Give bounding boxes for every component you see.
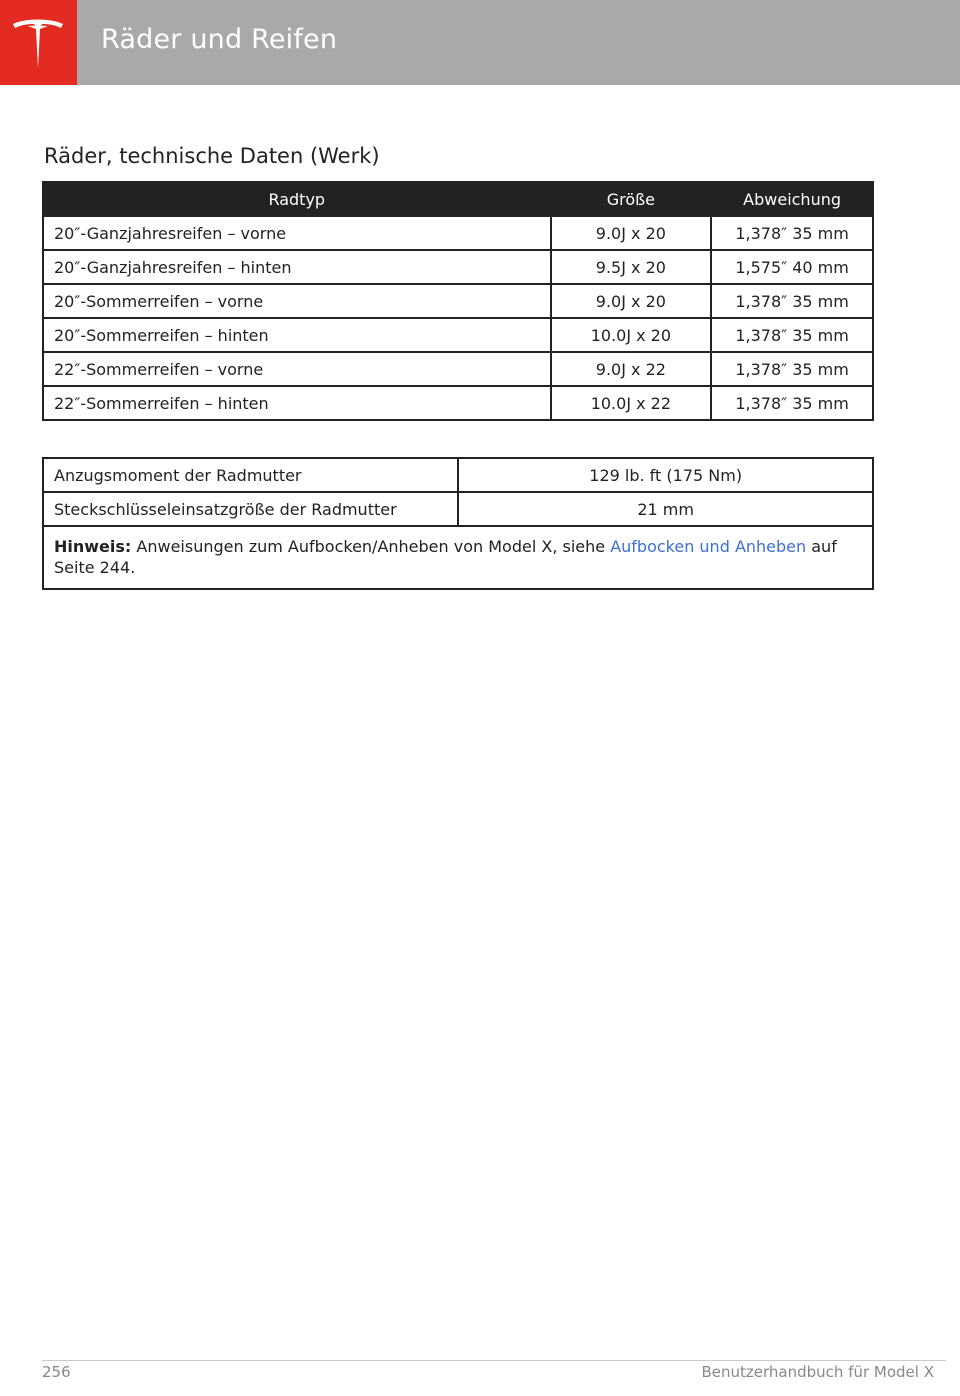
size-cell: 9.5J x 20 bbox=[551, 250, 712, 284]
page-title: Räder und Reifen bbox=[101, 24, 338, 55]
lug-nut-table bbox=[42, 457, 874, 590]
footer-divider bbox=[42, 1360, 946, 1361]
wheel-type-cell: 22″-Sommerreifen – hinten bbox=[43, 386, 551, 420]
size-cell: 10.0J x 20 bbox=[551, 318, 712, 352]
table-row bbox=[43, 352, 873, 386]
note-text-end: auf Seite 244. bbox=[54, 537, 837, 577]
jacking-link[interactable]: Aufbocken und Anheben bbox=[610, 537, 807, 556]
table-row bbox=[43, 386, 873, 420]
table-row bbox=[43, 458, 873, 492]
page-header bbox=[0, 0, 960, 85]
offset-cell: 1,378″ 35 mm bbox=[711, 386, 873, 420]
size-cell: 10.0J x 22 bbox=[551, 386, 712, 420]
offset-cell: 1,378″ 35 mm bbox=[711, 352, 873, 386]
spec-label-cell: Anzugsmoment der Radmutter bbox=[43, 458, 458, 492]
column-header-size: Größe bbox=[551, 182, 712, 216]
spec-label-cell: Steckschlüsseleinsatzgröße der Radmutter bbox=[43, 492, 458, 526]
manual-title: Benutzerhandbuch für Model X bbox=[701, 1363, 934, 1381]
offset-cell: 1,378″ 35 mm bbox=[711, 284, 873, 318]
wheel-type-cell: 20″-Ganzjahresreifen – hinten bbox=[43, 250, 551, 284]
table-row bbox=[43, 318, 873, 352]
note-cell bbox=[43, 526, 873, 589]
note-row bbox=[43, 526, 873, 589]
wheel-specs-table bbox=[42, 181, 874, 421]
tesla-logo-icon bbox=[11, 16, 65, 72]
size-cell: 9.0J x 20 bbox=[551, 216, 712, 250]
page-number: 256 bbox=[42, 1363, 71, 1381]
table-row bbox=[43, 284, 873, 318]
note-text: Anweisungen zum Aufbocken/Anheben von Model X, siehe bbox=[131, 537, 611, 556]
wheel-type-cell: 20″-Sommerreifen – hinten bbox=[43, 318, 551, 352]
tesla-logo bbox=[0, 0, 77, 85]
spec-value-cell: 129 lb. ft (175 Nm) bbox=[458, 458, 873, 492]
size-cell: 9.0J x 22 bbox=[551, 352, 712, 386]
table-row bbox=[43, 492, 873, 526]
note-label: Hinweis: bbox=[54, 537, 132, 556]
size-cell: 9.0J x 20 bbox=[551, 284, 712, 318]
offset-cell: 1,378″ 35 mm bbox=[711, 216, 873, 250]
table-header-row bbox=[43, 182, 873, 216]
wheel-type-cell: 20″-Ganzjahresreifen – vorne bbox=[43, 216, 551, 250]
table-row bbox=[43, 250, 873, 284]
column-header-wheel-type: Radtyp bbox=[43, 182, 551, 216]
offset-cell: 1,378″ 35 mm bbox=[711, 318, 873, 352]
table-row bbox=[43, 216, 873, 250]
wheel-type-cell: 20″-Sommerreifen – vorne bbox=[43, 284, 551, 318]
offset-cell: 1,575″ 40 mm bbox=[711, 250, 873, 284]
column-header-offset: Abweichung bbox=[711, 182, 873, 216]
section-title: Räder, technische Daten (Werk) bbox=[44, 144, 380, 168]
wheel-type-cell: 22″-Sommerreifen – vorne bbox=[43, 352, 551, 386]
spec-value-cell: 21 mm bbox=[458, 492, 873, 526]
